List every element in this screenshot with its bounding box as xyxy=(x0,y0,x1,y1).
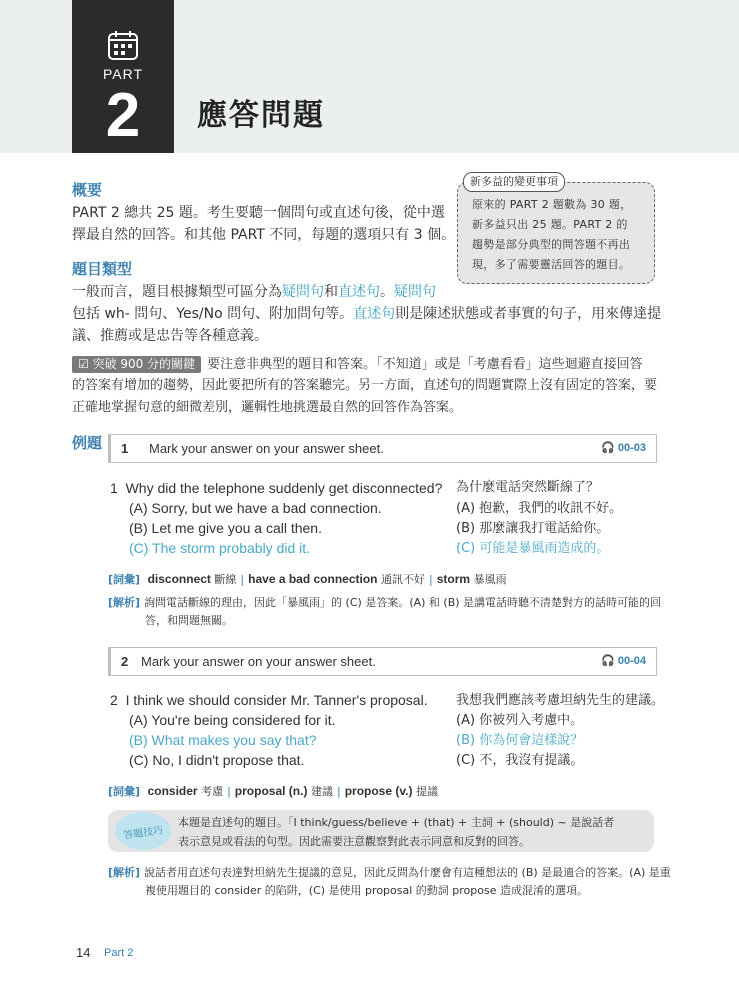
q2-zh-option-b: (B) 你為何會這樣說？ xyxy=(456,733,584,748)
part-number: 2 xyxy=(105,81,141,150)
q2-option-b: (B) What makes you say that? xyxy=(129,732,317,748)
q1-zh-option-a: (A) 抱歉，我們的收訊不好。 xyxy=(456,501,623,516)
q2-zh-question: 我想我們應該考慮坦納先生的建議。 xyxy=(456,693,665,708)
q2-question: 2 I think we should consider Mr. Tanner's proposal. xyxy=(110,692,428,708)
overview-line-2: 擇最自然的回答。和其他 PART 不同，每題的選項只有 3 個。 xyxy=(72,227,456,243)
question-box-1: 1 Mark your answer on your answer sheet. 🎧 00-03 xyxy=(108,434,657,463)
types-line-1: 一般而言，題目根據類型可區分為疑問句和直述句。疑問句 xyxy=(72,284,436,300)
audio-track-1[interactable]: 🎧 00-03 xyxy=(601,442,646,454)
audio-track-2[interactable]: 🎧 00-04 xyxy=(601,655,646,667)
key-line-2: 的答案有增加的趨勢，因此要把所有的答案聽完。另一方面，直述句的問題實際上沒有固定的答案，要 xyxy=(72,378,658,393)
question-box-2: 2 Mark your answer on your answer sheet. 🎧 00-04 xyxy=(108,647,657,676)
q1-option-b: (B) Let me give you a call then. xyxy=(129,520,322,536)
q1-zh-option-b: (B) 那麼讓我打電話給你。 xyxy=(456,521,610,536)
q2-option-a: (A) You're being considered for it. xyxy=(129,712,336,728)
q1-explain-line-2: 答，和問題無關。 xyxy=(145,614,233,627)
key-line-1: ☑ 突破 900 分的關鍵 要注意非典型的題目和答案。「不知道」或是「考慮看看」這些迴避直接回答 xyxy=(72,354,643,376)
example-label: 例題 xyxy=(72,434,103,452)
q1-zh-option-c: (C) 可能是暴風雨造成的。 xyxy=(456,541,610,556)
tip-text: 本題是直述句的題目。「I think/guess/believe + (that) + 主詞 + (should) ~ 是說話者 表示意見或看法的句型。因此需要注意觀察對此表示同意和反對的回答。 xyxy=(178,816,615,848)
overview-line-1: PART 2 總共 25 題。考生要聽一個問句或直述句後，從中選 xyxy=(72,205,445,221)
part-box xyxy=(72,0,174,153)
types-line-3: 議、推薦或是忠告等各種意義。 xyxy=(72,328,268,344)
part-word: PART xyxy=(102,66,144,82)
q2-option-c: (C) No, I didn't propose that. xyxy=(129,752,305,768)
footer-part-label: Part 2 xyxy=(104,947,134,959)
q1-option-a: (A) Sorry, but we have a bad connection. xyxy=(129,500,382,516)
key-badge: ☑ 突破 900 分的關鍵 xyxy=(72,356,201,373)
note-text: 原來的 PART 2 題數為 30 題， 新多益只出 25 題。PART 2 的 趨勢是部分典型的問答題不再出 現，多了需要靈活回答的題目。 xyxy=(472,198,632,271)
q1-option-c: (C) The storm probably did it. xyxy=(129,540,311,556)
q1-explain-line-1: [解析] 詢問電話斷線的理由，因此「暴風雨」的 (C) 是答案。(A) 和 (B) 是講電話時聽不清楚對方的話時可能的回 xyxy=(108,596,662,609)
calendar-icon xyxy=(106,28,140,62)
overview-heading: 概要 xyxy=(72,181,103,199)
q2-explain-line-1: [解析] 說話者用直述句表達對坦納先生提議的意見，因此反問為什麼會有這種想法的 (B) 是最適合的答案。(A) 是重 xyxy=(108,866,671,879)
q1-zh-question: 為什麼電話突然斷線了？ xyxy=(456,480,600,495)
key-line-3: 正確地掌握句意的細微差別，邏輯性地挑選最自然的回答作為答案。 xyxy=(72,400,463,415)
q1-vocab: [詞彙] disconnect 斷線 | have a bad connection 通訊不好 | storm 暴風雨 xyxy=(108,572,507,586)
page-title: 應答問題 xyxy=(197,98,325,133)
page-number: 14 xyxy=(76,945,91,960)
q1-question: 1 Why did the telephone suddenly get disconnected? xyxy=(110,480,443,496)
types-line-2: 包括 wh- 問句、Yes/No 問句、附加問句等。直述句則是陳述狀態或者事實的句子，用來傳達提 xyxy=(72,306,662,322)
types-heading: 題目類型 xyxy=(72,260,133,278)
q2-zh-option-a: (A) 你被列入考慮中。 xyxy=(456,713,584,728)
tip-label: 答題技巧 xyxy=(122,825,164,842)
q2-explain-line-2: 複使用題目的 consider 的陷阱，(C) 是使用 proposal 的動詞 propose 造成混淆的選項。 xyxy=(145,884,588,897)
q2-vocab: [詞彙] consider 考慮 | proposal (n.) 建議 | propose (v.) 提議 xyxy=(108,784,438,798)
q2-zh-option-c: (C) 不，我沒有提議。 xyxy=(456,753,584,768)
note-tag: 新多益的變更事項 xyxy=(463,172,565,192)
